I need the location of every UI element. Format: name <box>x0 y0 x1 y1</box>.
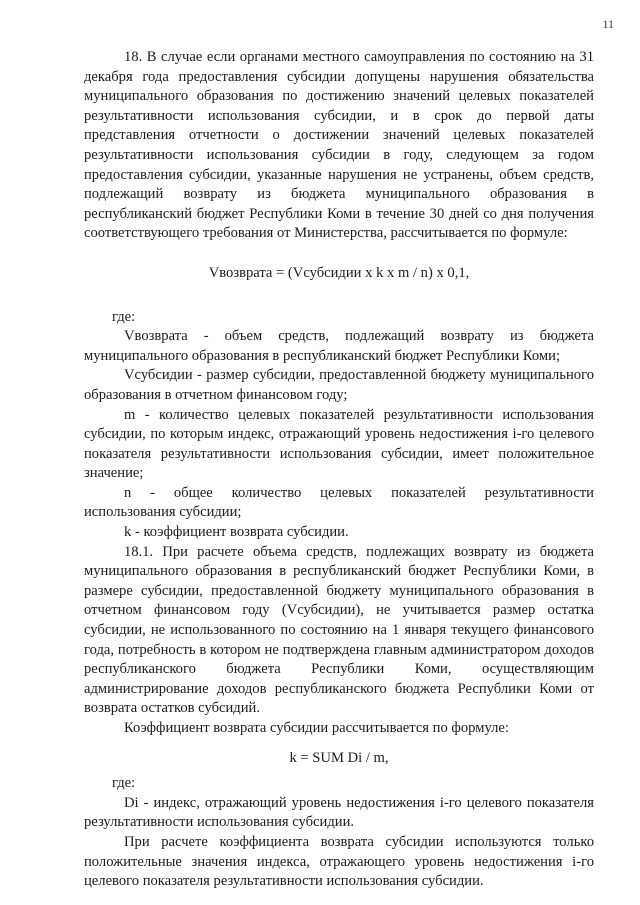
where-label-2: где: <box>112 775 136 792</box>
definition-k: k - коэффициент возврата субсидии. <box>124 524 349 541</box>
formula-coefficient: k = SUM Di / m, <box>289 749 389 766</box>
coefficient-intro: Коэффициент возврата субсидии рассчитывается по формуле: <box>124 720 509 736</box>
paragraph-last: При расчете коэффициента возврата субсидии используются только положительные значения индекса, отражающего уровень недостижения i-го целевого показателя результативности использования субсидии. <box>84 833 594 890</box>
document-body <box>84 48 594 892</box>
where-label-1: где: <box>112 308 136 325</box>
definition-v-return: Vвозврата - объем средств, подлежащий возврату из бюджета муниципального образования в республиканский бюджет Республики Коми; <box>84 328 594 364</box>
page-number: 11 <box>602 17 614 31</box>
definition-di: Di - индекс, отражающий уровень недостижения i-го целевого показателя результативности использования субсидии. <box>84 794 594 831</box>
definition-n: n - общее количество целевых показателей результативности использования субсидии; <box>84 484 594 521</box>
definition-m: m - количество целевых показателей результативности использования субсидии, по которым индекс, отражающий уровень недостижения i-го целевого показателя результативности использования субсидии, имеет положительное значение; <box>84 406 594 482</box>
formula-return-volume: Vвозврата = (Vсубсидии x k x m / n) x 0,1, <box>208 264 470 281</box>
paragraph-18: 18. В случае если органами местного самоуправления по состоянию на 31 декабря года предоставления субсидии допущены нарушения обязательства муниципального образования по достижению значений целевых показателей результативности использования субсидии, и в срок до первой даты представления отчетности о достижении значений целевых показателей результативности использования субсидии в году, следующем за годом предоставления субсидии, указанные нарушения не устранены, объем средств, подлежащий возврату из бюджета муниципального образования в республиканский бюджет Республики Коми в течение 30 дней со дня получения соответствующего требования от Министерства, рассчитывается по формуле: <box>84 49 594 242</box>
definition-v-subsidy: Vсубсидии - размер субсидии, предоставленной бюджету муниципального образования в отчетном финансовом году; <box>84 367 594 403</box>
paragraph-18-1: 18.1. При расчете объема средств, подлежащих возврату из бюджета муниципального образования в республиканский бюджет Республики Коми, в размере субсидии, предоставленной бюджету муниципального образования в отчетном финансовом году (Vсубсидии), не учитывается размер остатка субсидии, не использованного по состоянию на 1 января текущего финансового года, потребность в котором не подтверждена главным администратором доходов республиканского бюджета Республики Коми, осуществляющим администрирование доходов республиканского бюджета Республики Коми от возврата остатков субсидий. <box>84 543 594 717</box>
